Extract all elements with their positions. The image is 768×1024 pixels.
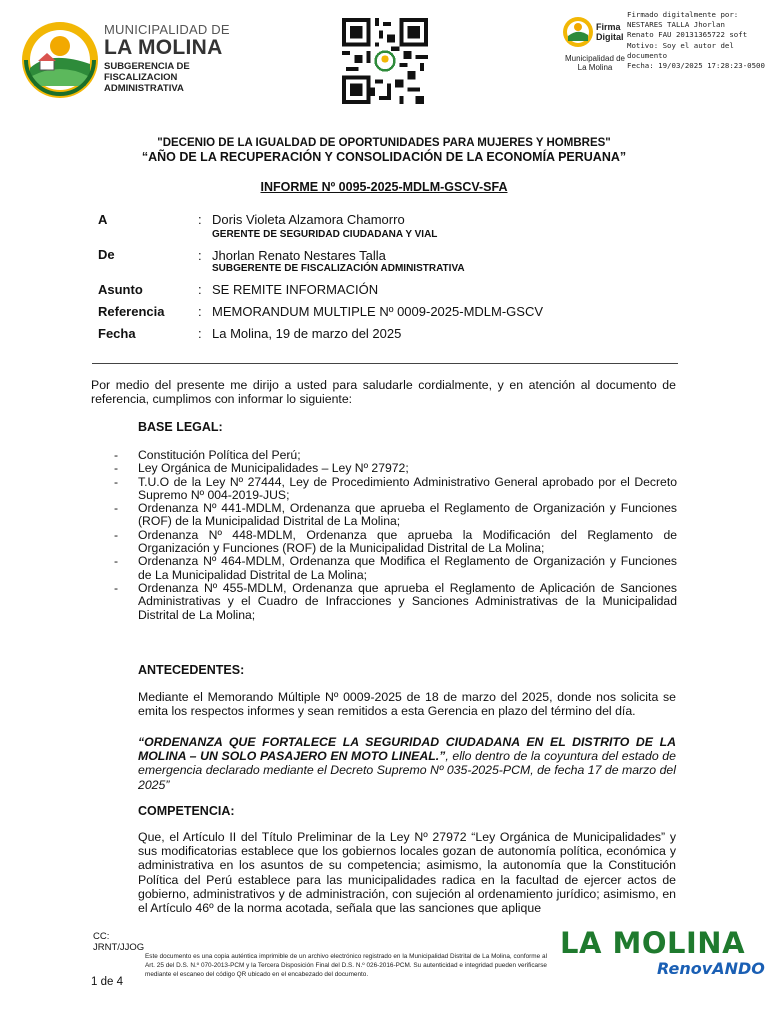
from-colon: : [198,248,202,263]
subject-colon: : [198,282,202,297]
list-item: - Constitución Política del Perú; [112,449,677,462]
reference-value: MEMORANDUM MULTIPLE Nº 0009-2025-MDLM-GSCV [212,304,544,319]
firma-emblem-icon [562,16,594,48]
antecedentes-paragraph: Mediante el Memorando Múltiple Nº 0009-2025 de 18 de marzo del 2025, donde nos solicita se emita los respectos informes y sean remitidos a esta Gerencia en plazo del término del día. [138,690,676,719]
logo-subtitle [104,61,230,94]
list-item: - Ordenanza Nº 455-MDLM, Ordenanza que aprueba el Reglamento de Aplicación de Sanciones Administrativas y el Cuadro de Infracciones y Sanciones Administrativas de la Municipalidad Distrital de La Molina; [112,582,677,622]
digital-word: Digital [596,32,624,42]
list-item: - Ordenanza Nº 441-MDLM, Ordenanza que aprueba el Reglamento de Organización y Funciones (ROF) de la Municipalidad Distrital de La Molina; [112,502,677,529]
report-number: INFORME Nº 0095-2025-MDLM-GSCV-SFA [260,180,508,194]
digital-signature-details: Firmado digitalmente por: NESTARES TALLA Jhorlan Renato FAU 20131365722 soft Motivo: Soy el autor del documento Fecha: 19/03/2025 17:28:23-0500 [627,10,765,71]
subject-label: Asunto [98,282,143,297]
base-legal-heading: BASE LEGAL: [138,420,223,434]
cc-block [93,931,144,953]
list-item: - Ley Orgánica de Municipalidades – Ley Nº 27972; [112,462,677,475]
firma-municipality: Municipalidad de La Molina [564,54,626,72]
municipality-logo [20,20,235,100]
cc-label: CC: [93,931,110,942]
logo-line-2: LA MOLINA [104,36,223,59]
logo-sub-2: FISCALIZACION [104,72,178,83]
base-legal-list [112,449,677,622]
authenticity-note: Este documento es una copia auténtica imprimible de un archivo electrónico registrado en la Municipalidad Distrital de La Molina, conforme al Art. 25 del D.S. N.º 070-2013-PCM y la Tercera Disposición Final del D.S. N.º 026-2016-PCM. Su autenticidad e integridad pueden verificarse mediante el escaneo del código QR ubicado en el encabezado del documento. [145,953,547,978]
reference-colon: : [198,304,202,319]
firma-word: Firma [596,22,621,32]
to-colon: : [198,212,202,227]
decade-title: "DECENIO DE LA IGUALDAD DE OPORTUNIDADES PARA MUJERES Y HOMBRES" [157,137,611,149]
competencia-heading: COMPETENCIA: [138,804,235,818]
reference-label: Referencia [98,304,165,319]
logo-line-1: MUNICIPALIDAD DE [104,22,230,37]
ordinance-context: , ello dentro de la coyuntura del estado de emergencia declarado mediante el Decreto Supremo Nº 035-2025-PCM, de fecha 17 de marzo del 2025” [138,749,676,792]
ordinance-title: “ORDENANZA QUE FORTALECE LA SEGURIDAD CIUDADANA EN EL DISTRITO DE LA MOLINA – UN SOLO PASAJERO EN MOTO LINEAL.” [138,735,676,764]
date-value: La Molina, 19 de marzo del 2025 [212,326,402,341]
qr-code-icon [338,18,432,104]
subject-value: SE REMITE INFORMACIÓN [212,282,379,297]
logo-sub-1: SUBGERENCIA DE [104,61,190,72]
logo-sub-3: ADMINISTRATIVA [104,83,184,94]
antecedentes-quote [138,735,676,792]
brand-logo-text: LA MOLINA [560,926,746,960]
date-colon: : [198,326,202,341]
intro-paragraph: Por medio del presente me dirijo a usted para saludarle cordialmente, y en atención al documento de referencia, cumplimos con informar lo siguiente: [91,378,676,407]
brand-slogan: RenovANDO [657,959,765,978]
competencia-paragraph: Que, el Artículo II del Título Preliminar de la Ley Nº 27972 “Ley Orgánica de Municipalidades” y sus modificatorias establece que los gobiernos locales gozan de autonomía política, económica y administrativa en los asuntos de su competencia; asimismo, la autonomía que la Constitución Política del Perú establece para las municipalidades radica en la facultad de ejercer actos de gobierno, administrativos y de administración, con sujeción al ordenamiento jurídico; asimismo, en el Artículo 46º de la norma acotada, señala que las sanciones que aplique [138,830,676,916]
date-label: Fecha [98,326,136,341]
to-name: Doris Violeta Alzamora Chamorro [212,212,405,227]
from-label: De [98,247,115,262]
list-item: - Ordenanza Nº 464-MDLM, Ordenanza que Modifica el Reglamento de Organización y Funciones de La Municipalidad Distrital de La Molina; [112,555,677,582]
list-item: - Ordenanza Nº 448-MDLM, Ordenanza que aprueba la Modificación del Reglamento de Organización y Funciones (ROF) de la Municipalidad Distrital de La Molina; [112,529,677,556]
page-number: 1 de 4 [91,976,123,988]
municipality-emblem-icon [20,20,100,100]
from-name: Jhorlan Renato Nestares Talla [212,248,386,263]
to-label: A [98,212,108,227]
year-title: “AÑO DE LA RECUPERACIÓN Y CONSOLIDACIÓN DE LA ECONOMÍA PERUANA” [141,150,627,164]
header-divider [92,363,678,364]
firma-digital-label [596,22,624,42]
cc-initials: JRNT/JJOG [93,942,145,953]
to-position: GERENTE DE SEGURIDAD CIUDADANA Y VIAL [212,229,438,240]
antecedentes-heading: ANTECEDENTES: [138,663,245,677]
from-position: SUBGERENTE DE FISCALIZACIÓN ADMINISTRATIVA [212,263,465,274]
list-item: - T.U.O de la Ley Nº 27444, Ley de Procedimiento Administrativo General aprobado por el Decreto Supremo Nº 004-2019-JUS; [112,476,677,503]
digital-signature-badge [560,14,630,76]
